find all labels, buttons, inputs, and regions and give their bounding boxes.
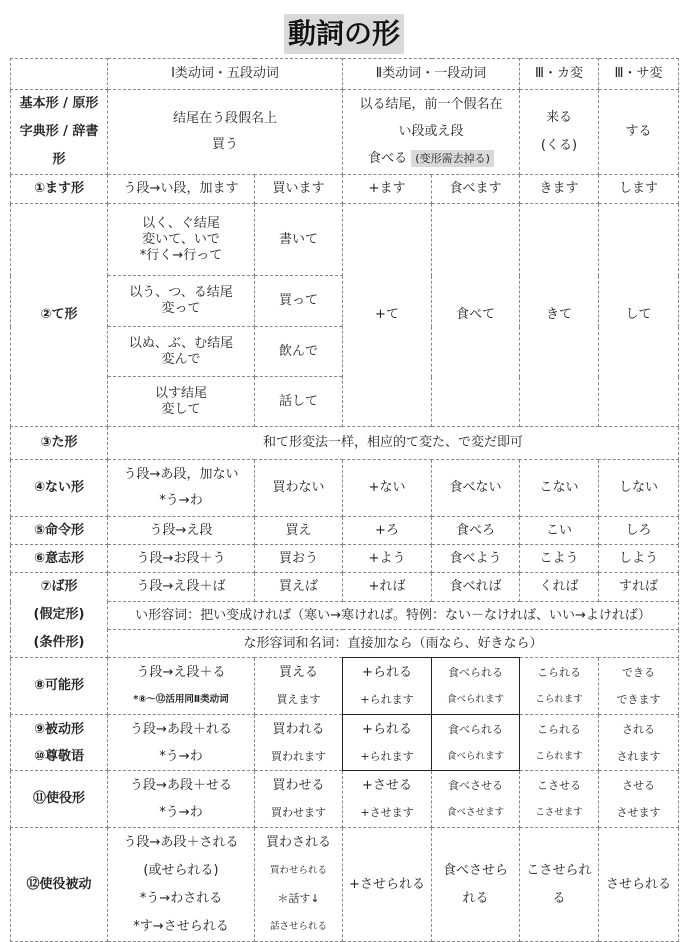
kanou-sa bbox=[599, 658, 679, 715]
shiekiukemi-g1-example-1: 買わされる bbox=[265, 834, 331, 850]
nai-sa: しない bbox=[599, 460, 679, 517]
basic-label bbox=[11, 90, 108, 175]
ishi-sa: しよう bbox=[599, 545, 679, 573]
kanou-g2-example-1: 食べられる bbox=[448, 666, 503, 679]
nai-g1-example: 買わない bbox=[255, 460, 343, 517]
te-r4-example: 話して bbox=[255, 377, 343, 427]
shiekiukemi-g1-rule-3: *う→わされる bbox=[139, 890, 223, 906]
nai-g2-rule: +ない bbox=[343, 460, 432, 517]
kanou-row bbox=[11, 658, 679, 715]
ba-label-3: (条件形) bbox=[33, 635, 85, 650]
shieki-g1-example-2: 買わせます bbox=[271, 806, 326, 819]
shieki-row bbox=[11, 771, 679, 828]
te-r3-example: 飲んで bbox=[255, 327, 343, 377]
ba-row-2 bbox=[11, 602, 679, 630]
masu-label: ①ます形 bbox=[11, 175, 108, 204]
shieki-g1-rule bbox=[108, 771, 255, 828]
kanou-g1-note: *⑧～⑫活用同Ⅱ类动词 bbox=[133, 694, 229, 705]
header-corner bbox=[11, 59, 108, 90]
shieki-g2-example-2: 食べさせます bbox=[446, 807, 504, 818]
basic-sa: する bbox=[599, 90, 679, 175]
kanou-g1-example bbox=[255, 658, 343, 715]
nai-g1-rule-2: *う→わ bbox=[159, 493, 203, 508]
nai-g1-rule bbox=[108, 460, 255, 517]
kanou-g1-rule-1: う段→え段＋る bbox=[136, 665, 226, 680]
ba-sa: すれば bbox=[599, 573, 679, 602]
shiekiukemi-row bbox=[11, 828, 679, 942]
ukemi-g1-rule-2: *う→わ bbox=[159, 748, 203, 764]
te-label: ②て形 bbox=[11, 204, 108, 427]
basic-g1-example: 買う bbox=[211, 137, 238, 152]
basic-ka bbox=[520, 90, 599, 175]
shiekiukemi-g1-example bbox=[255, 828, 343, 942]
ishi-label: ⑥意志形 bbox=[11, 545, 108, 573]
te-r4-rule-1: 以す结尾 bbox=[154, 385, 207, 401]
shieki-g2-rule bbox=[343, 771, 432, 828]
ba-row-3 bbox=[11, 630, 679, 658]
basic-g2-rule2: い段或え段 bbox=[398, 124, 464, 139]
ukemi-label-1: ⑨被动形 bbox=[33, 721, 84, 737]
shiekiukemi-g2-example-1: 食べさせら bbox=[442, 862, 508, 878]
te-sa: して bbox=[599, 204, 679, 427]
meirei-label: ⑤命令形 bbox=[11, 517, 108, 545]
shieki-sa bbox=[599, 771, 679, 828]
basic-g2 bbox=[343, 90, 520, 175]
shieki-sa-1: させる bbox=[622, 779, 655, 792]
ba-g1-example: 買えば bbox=[255, 573, 343, 602]
basic-ka-1: 来る bbox=[545, 110, 572, 125]
ishi-g2-rule: +よう bbox=[343, 545, 432, 573]
kanou-g2-example bbox=[432, 658, 520, 715]
ukemi-g1-example bbox=[255, 715, 343, 771]
header-group2: Ⅱ类动词・一段动词 bbox=[343, 59, 520, 90]
ukemi-g1-rule-1: う段→あ段＋れる bbox=[130, 721, 232, 737]
te-r3-rule-2: 変んで bbox=[161, 351, 201, 367]
basic-label-1: 基本形 / 原形 bbox=[19, 96, 99, 111]
basic-row bbox=[11, 90, 679, 175]
ukemi-g2-example-2: 食べられます bbox=[446, 750, 504, 762]
shieki-g1-example bbox=[255, 771, 343, 828]
basic-g2-note: (变形需去掉る) bbox=[411, 150, 494, 167]
shieki-label: ⑪使役形 bbox=[11, 771, 108, 828]
shieki-sa-2: させます bbox=[616, 806, 661, 819]
meirei-g1-example: 買え bbox=[255, 517, 343, 545]
te-r4-rule bbox=[108, 377, 255, 427]
ba-g2-rule: +れば bbox=[343, 573, 432, 602]
ba-label-1: ⑦ば形 bbox=[40, 579, 78, 594]
verb-form-table bbox=[10, 58, 679, 942]
ukemi-sa-2: されます bbox=[616, 749, 661, 763]
ba-adj-na: な形容词和名词：直接加なら（雨なら、好きなら） bbox=[108, 630, 679, 658]
ba-adj-i: い形容词：把い变成ければ（寒い→寒ければ。特例：ない－なければ、いい→よければ） bbox=[108, 602, 679, 630]
ukemi-ka bbox=[520, 715, 599, 771]
shieki-g2-rule-2: +させます bbox=[360, 806, 414, 819]
masu-sa: します bbox=[599, 175, 679, 204]
kanou-sa-2: できます bbox=[616, 693, 661, 706]
te-r3-rule-1: 以ぬ、ぶ、む结尾 bbox=[128, 335, 234, 351]
shieki-g1-rule-1: う段→あ段＋せる bbox=[130, 778, 232, 793]
kanou-g1-example-2: 買えます bbox=[276, 693, 321, 706]
basic-label-2: 字典形 / 辞書形 bbox=[19, 124, 99, 167]
ukemi-g1-example-2: 買われます bbox=[271, 749, 326, 763]
nai-g2-example: 食べない bbox=[432, 460, 520, 517]
masu-row bbox=[11, 175, 679, 204]
shiekiukemi-label: ⑫使役被动 bbox=[11, 828, 108, 942]
page-title: 動詞の形 bbox=[284, 14, 404, 54]
te-row-1 bbox=[11, 204, 679, 276]
meirei-row bbox=[11, 517, 679, 545]
ukemi-g1-rule bbox=[108, 715, 255, 771]
ishi-ka: こよう bbox=[520, 545, 599, 573]
kanou-label: ⑧可能形 bbox=[11, 658, 108, 715]
te-g2-rule: +て bbox=[343, 204, 432, 427]
ishi-g1-rule: う段→お段＋う bbox=[108, 545, 255, 573]
shiekiukemi-g1-rule-1: う段→あ段＋される bbox=[123, 834, 239, 850]
shiekiukemi-sa: させられる bbox=[599, 828, 679, 942]
basic-ka-2: (くる) bbox=[540, 138, 578, 153]
ukemi-g2-example bbox=[432, 715, 520, 771]
shiekiukemi-ka-2: る bbox=[552, 890, 566, 906]
basic-g2-line3 bbox=[346, 145, 516, 173]
ukemi-sa bbox=[599, 715, 679, 771]
te-r3-rule bbox=[108, 327, 255, 377]
ba-ka: くれば bbox=[520, 573, 599, 602]
kanou-g1-example-1: 買える bbox=[278, 665, 318, 680]
te-r2-rule-2: 変って bbox=[161, 301, 201, 316]
shieki-g1-rule-2: *う→わ bbox=[159, 805, 203, 820]
te-r1-rule-1: 以く、ぐ结尾 bbox=[142, 215, 220, 231]
kanou-g2-rule-1: +られる bbox=[362, 665, 412, 680]
te-ka: きて bbox=[520, 204, 599, 427]
masu-g1-rule: う段→い段，加ます bbox=[108, 175, 255, 204]
ukemi-g2-rule-2: +られます bbox=[360, 749, 414, 763]
kanou-g2-example-2: 食べられます bbox=[446, 694, 504, 705]
shiekiukemi-g2-example-2: れる bbox=[462, 890, 489, 906]
basic-g2-example: 食べる bbox=[368, 151, 408, 166]
title-wrap bbox=[0, 14, 688, 54]
meirei-sa: しろ bbox=[599, 517, 679, 545]
nai-row bbox=[11, 460, 679, 517]
header-group1: Ⅰ类动词・五段动词 bbox=[108, 59, 343, 90]
ta-label: ③た形 bbox=[11, 427, 108, 460]
te-r2-example: 買って bbox=[255, 276, 343, 327]
ukemi-g2-example-1: 食べられる bbox=[448, 722, 503, 736]
ukemi-label bbox=[11, 715, 108, 771]
ukemi-g2-rule-1: +られる bbox=[362, 721, 412, 737]
kanou-sa-1: できる bbox=[622, 666, 655, 679]
shieki-ka-1: こさせる bbox=[537, 779, 581, 792]
ukemi-row bbox=[11, 715, 679, 771]
ukemi-ka-1: こられる bbox=[537, 722, 581, 736]
shiekiukemi-g2-rule: +させられる bbox=[343, 828, 432, 942]
shiekiukemi-g1-rule bbox=[108, 828, 255, 942]
shieki-g1-example-1: 買わせる bbox=[272, 778, 325, 793]
shiekiukemi-g2-example bbox=[432, 828, 520, 942]
ukemi-ka-2: こられます bbox=[535, 750, 583, 762]
nai-g1-rule-1: う段→あ段，加ない bbox=[123, 467, 239, 482]
shiekiukemi-g1-rule-4: *す→させられる bbox=[133, 918, 229, 934]
te-r2-rule bbox=[108, 276, 255, 327]
shiekiukemi-g1-example-2: 買わせられる bbox=[269, 864, 327, 876]
masu-g2-rule: +ます bbox=[343, 175, 432, 204]
te-r4-rule-2: 変して bbox=[161, 401, 201, 417]
nai-ka: こない bbox=[520, 460, 599, 517]
ukemi-g1-example-1: 買われる bbox=[272, 721, 325, 737]
shieki-ka-2: こさせます bbox=[535, 807, 583, 818]
ishi-row bbox=[11, 545, 679, 573]
kanou-ka-2: こられます bbox=[535, 694, 583, 705]
shiekiukemi-ka bbox=[520, 828, 599, 942]
shiekiukemi-ka-1: こさせられ bbox=[526, 862, 592, 878]
te-r1-example: 書いて bbox=[255, 204, 343, 276]
ukemi-sa-1: される bbox=[622, 722, 655, 736]
shiekiukemi-g1-rule-2: (或せられる) bbox=[143, 862, 219, 878]
nai-label: ④ない形 bbox=[11, 460, 108, 517]
basic-g1 bbox=[108, 90, 343, 175]
kanou-ka bbox=[520, 658, 599, 715]
ukemi-label-2: ⑩尊敬语 bbox=[33, 748, 84, 764]
basic-g2-rule1: 以る结尾，前一个假名在 bbox=[359, 97, 503, 112]
meirei-g2-rule: +ろ bbox=[343, 517, 432, 545]
basic-g1-rule: 结尾在う段假名上 bbox=[172, 111, 277, 126]
kanou-g1-rule bbox=[108, 658, 255, 715]
te-r1-rule-2: 変いて、いで bbox=[142, 231, 220, 247]
te-g2-example: 食べて bbox=[432, 204, 520, 427]
ba-row-1 bbox=[11, 573, 679, 602]
ba-label bbox=[11, 573, 108, 658]
te-r1-rule-3: *行く→行って bbox=[139, 247, 223, 263]
kanou-g2-rule-2: +られます bbox=[360, 693, 414, 706]
shiekiukemi-g1-example-4: 話させられる bbox=[269, 920, 327, 932]
shieki-ka bbox=[520, 771, 599, 828]
ba-g2-example: 食べれば bbox=[432, 573, 520, 602]
ba-g1-rule: う段→え段＋ば bbox=[108, 573, 255, 602]
ishi-g1-example: 買おう bbox=[255, 545, 343, 573]
te-r1-rule bbox=[108, 204, 255, 276]
meirei-g1-rule: う段→え段 bbox=[108, 517, 255, 545]
shieki-g2-rule-1: +させる bbox=[362, 778, 412, 793]
header-sa: Ⅲ・サ変 bbox=[599, 59, 679, 90]
header-row bbox=[11, 59, 679, 90]
masu-ka: きます bbox=[520, 175, 599, 204]
ukemi-g2-rule bbox=[343, 715, 432, 771]
masu-g2-example: 食べます bbox=[432, 175, 520, 204]
kanou-g2-rule bbox=[343, 658, 432, 715]
shieki-g2-example bbox=[432, 771, 520, 828]
ta-text: 和て形変法一样，相应的て変た、で変だ即可 bbox=[108, 427, 679, 460]
shiekiukemi-g1-example-3: ＊話す↓ bbox=[277, 891, 320, 905]
masu-g1-example: 買います bbox=[255, 175, 343, 204]
meirei-g2-example: 食べろ bbox=[432, 517, 520, 545]
shieki-g2-example-1: 食べさせる bbox=[448, 779, 503, 792]
meirei-ka: こい bbox=[520, 517, 599, 545]
header-ka: Ⅲ・カ変 bbox=[520, 59, 599, 90]
te-r2-rule-1: 以う、つ、る结尾 bbox=[129, 285, 233, 300]
kanou-ka-1: こられる bbox=[537, 666, 581, 679]
ishi-g2-example: 食べよう bbox=[432, 545, 520, 573]
ba-label-2: (假定形) bbox=[33, 607, 85, 622]
ta-row bbox=[11, 427, 679, 460]
